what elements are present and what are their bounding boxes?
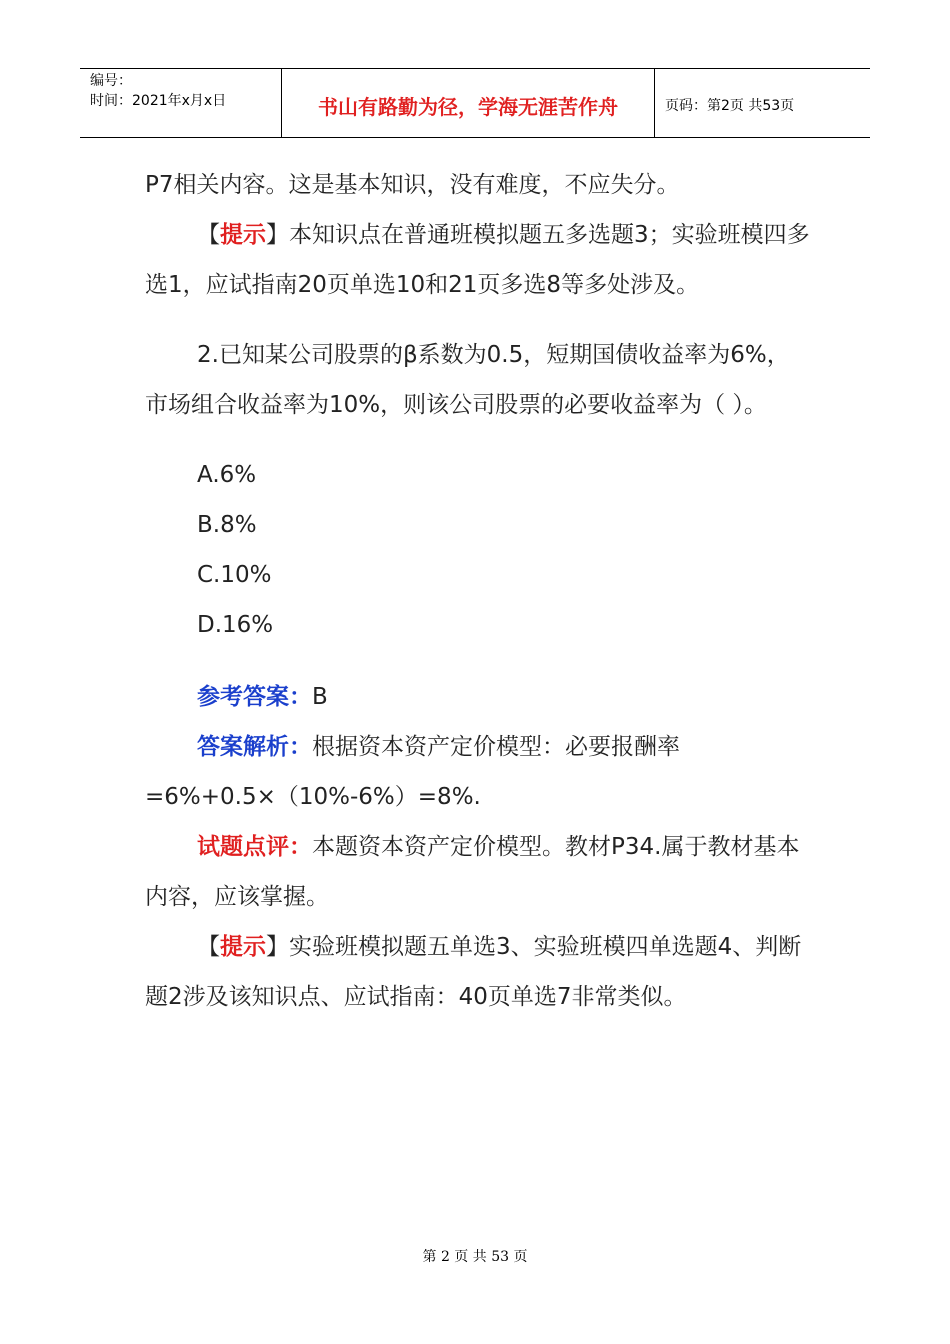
header-motto-cell <box>282 69 655 137</box>
header-number: 编号： <box>90 73 132 89</box>
hint-text-2: 实验班模拟题五单选3、实验班模四单选题4、判断题2涉及该知识点、应试指南：40页单选7非常类似。 <box>145 934 802 1010</box>
document-body <box>145 160 810 1022</box>
option-c: C.10% <box>197 562 272 588</box>
analysis-paragraph <box>145 722 810 822</box>
header-motto: 书山有路勤为径，学海无涯苦作舟 <box>318 94 618 119</box>
header-page-info: 页码：第2页 共53页 <box>665 98 795 114</box>
option-d: D.16% <box>197 612 274 638</box>
analysis-text: 根据资本资产定价模型：必要报酬率=6%+0.5×（10%-6%）=8%. <box>145 734 680 810</box>
hint-paragraph-1 <box>145 210 810 310</box>
option-b: B.8% <box>197 512 257 538</box>
analysis-label: 答案解析： <box>197 734 312 760</box>
answer-value: B <box>312 684 328 710</box>
question-text: 2.已知某公司股票的β系数为0.5，短期国债收益率为6%，市场组合收益率为10%，则该公司股票的必要收益率为（ ）。 <box>145 342 790 418</box>
review-label: 试题点评： <box>197 834 312 860</box>
answer-label: 参考答案： <box>197 684 312 710</box>
option-a: A.6% <box>197 462 257 488</box>
paragraph-intro: P7相关内容。这是基本知识，没有难度，不应失分。 <box>145 172 680 198</box>
header-meta <box>80 69 282 137</box>
hint-paragraph-2 <box>145 922 810 1022</box>
hint-label-1: 【提示】 <box>197 222 289 248</box>
page-footer: 第 2 页 共 53 页 <box>422 1249 528 1265</box>
page-header <box>80 68 870 138</box>
hint-label-2: 【提示】 <box>197 934 289 960</box>
options-list <box>145 450 810 650</box>
answer-line <box>145 672 810 722</box>
header-time: 时间：2021年x月x日 <box>90 93 227 109</box>
review-paragraph <box>145 822 810 922</box>
hint-text-1: 本知识点在普通班模拟题五多选题3；实验班模四多选1，应试指南20页单选10和21页多选8等多处涉及。 <box>145 222 810 298</box>
review-text: 本题资本资产定价模型。教材P34.属于教材基本内容，应该掌握。 <box>145 834 800 910</box>
